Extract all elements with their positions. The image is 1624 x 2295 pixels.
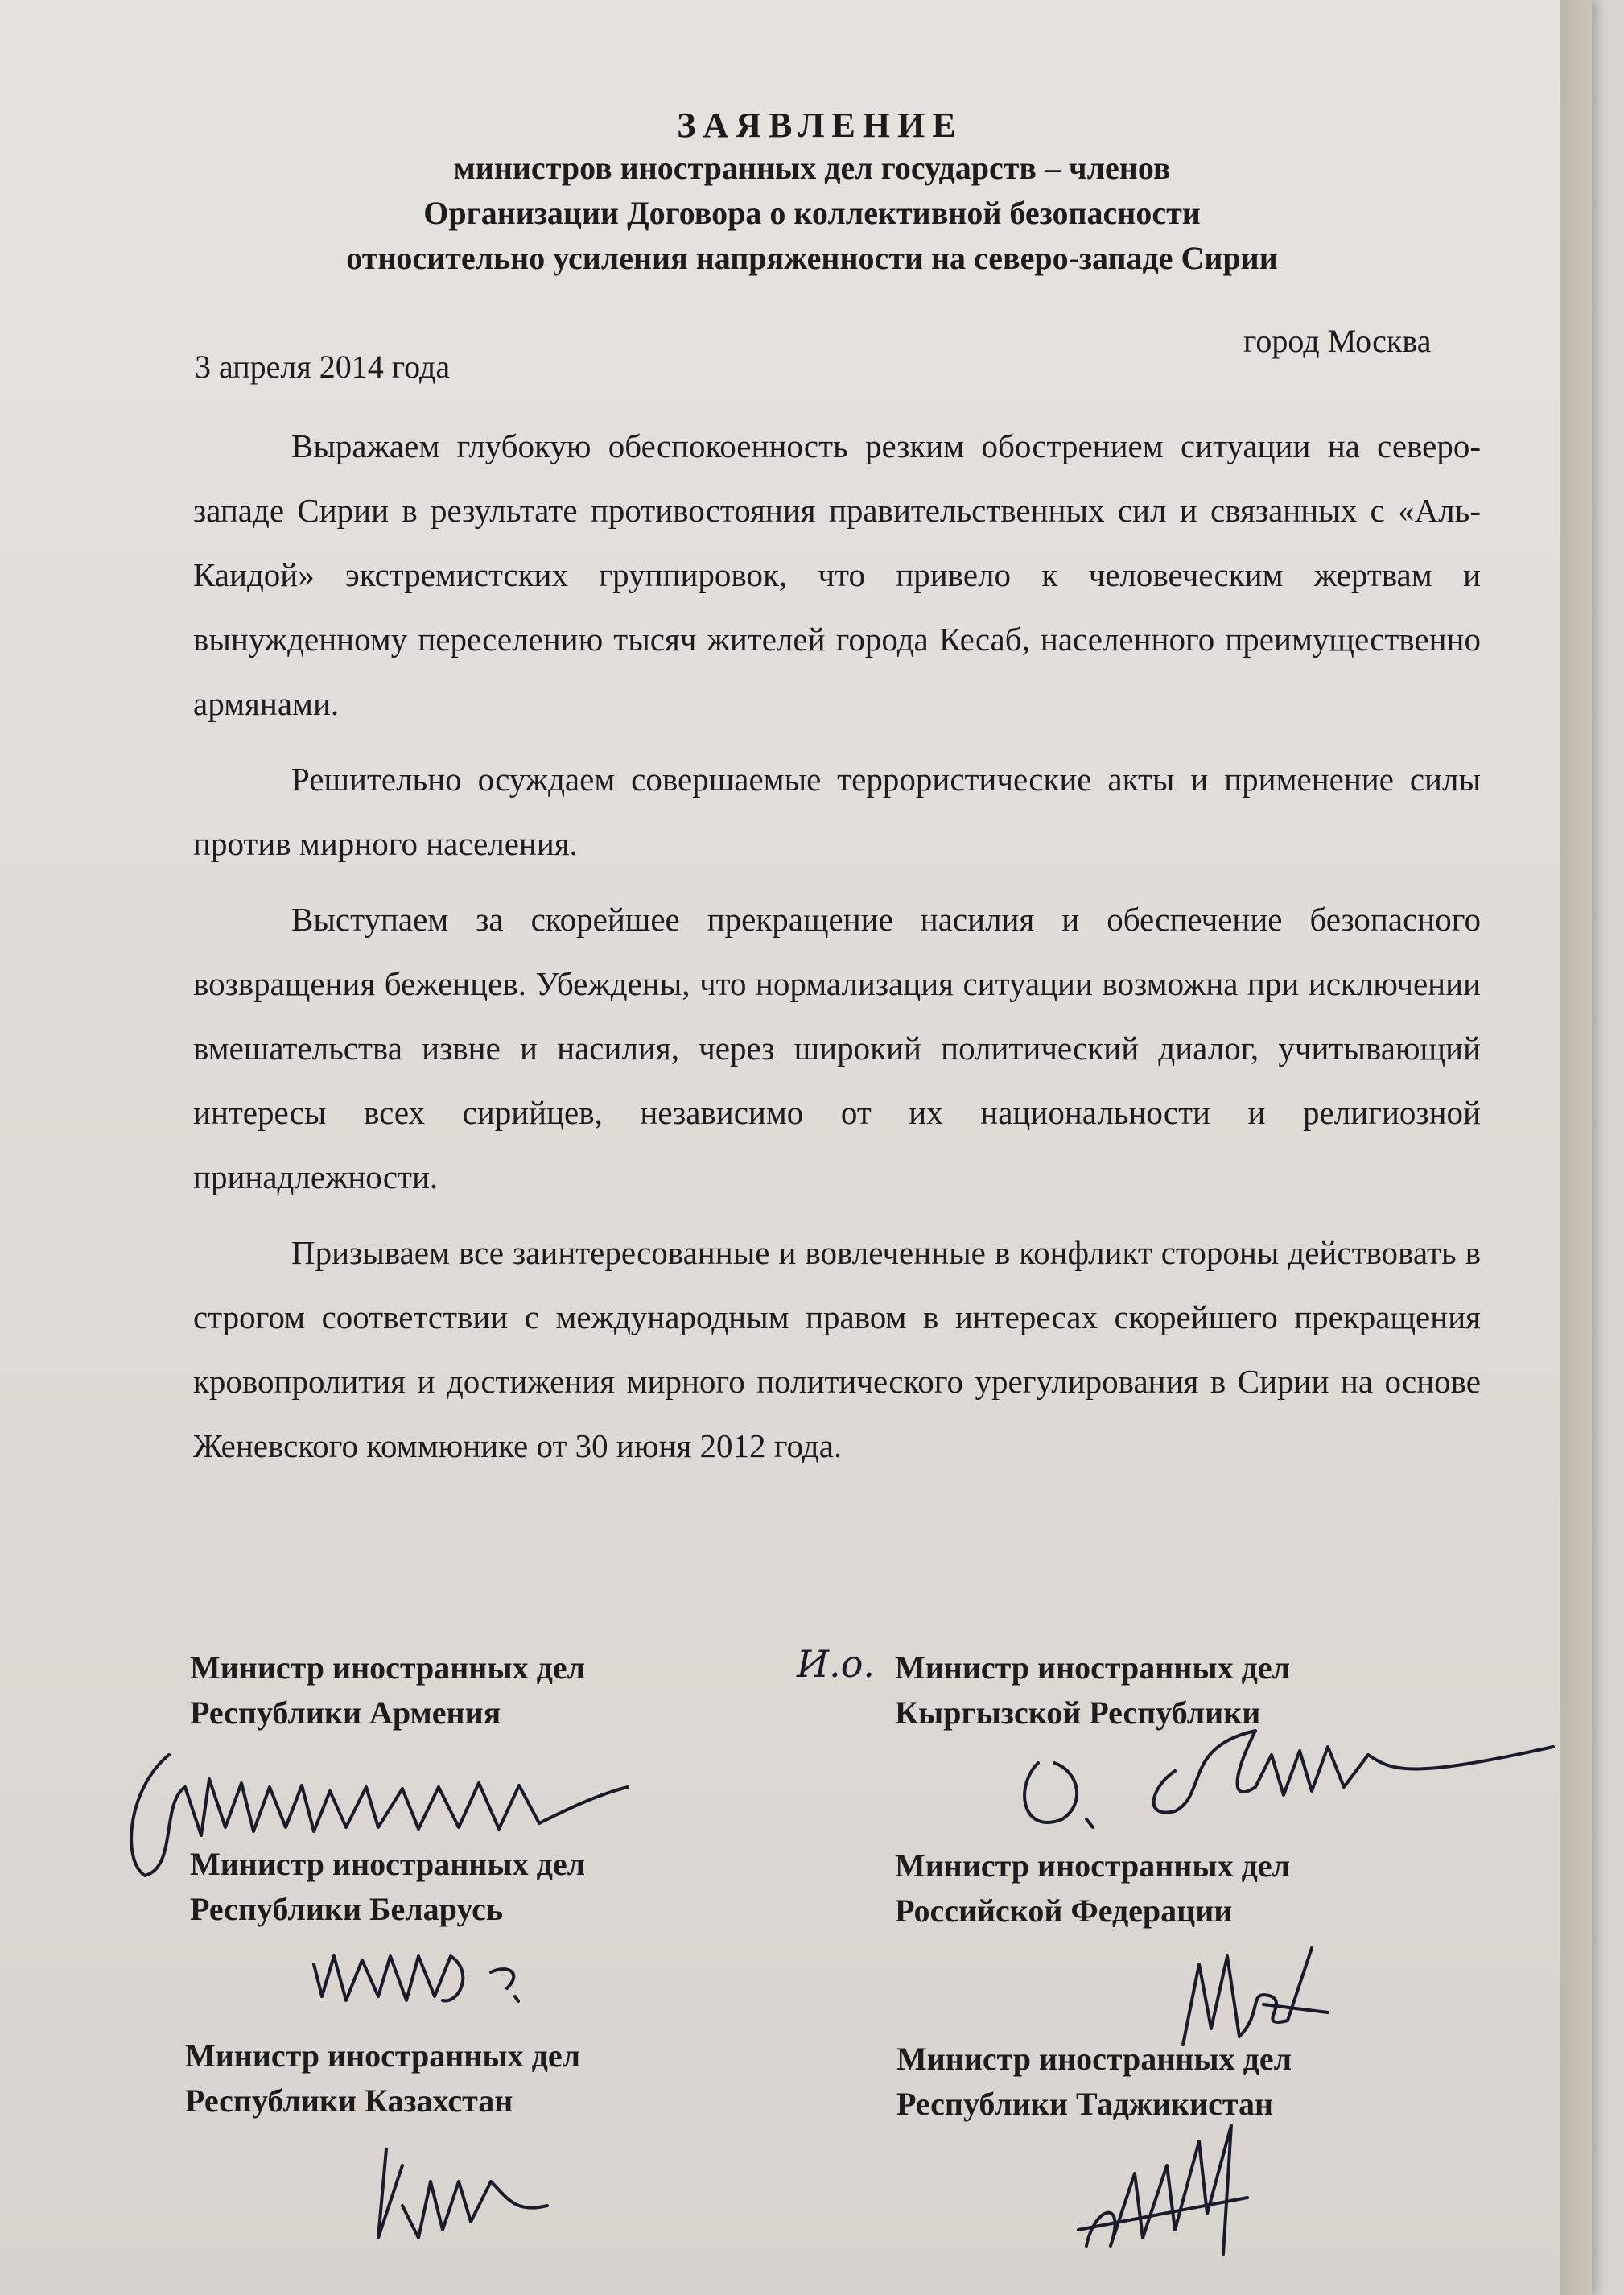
signatory-title: Министр иностранных дел: [190, 1649, 586, 1686]
signature-kyrgyzstan: [990, 1699, 1569, 1851]
signatory-title: Министр иностранных дел: [896, 2041, 1292, 2077]
document-body: [193, 414, 1481, 1489]
paper-edge: [1560, 0, 1592, 2295]
subtitle-line-2: Организации Договора о коллективной безопасности: [423, 195, 1201, 231]
signatory-russia: [895, 1843, 1474, 1934]
signatory-country: Республики Казахстан: [185, 2082, 513, 2119]
acting-note: И.о.: [797, 1642, 876, 1686]
signatory-country: Российской Федерации: [895, 1893, 1233, 1929]
signatory-country: Республики Таджикистан: [896, 2086, 1274, 2122]
paragraph-2: Решительно осуждаем совершаемые террористические акты и применение силы против мирного населения.: [193, 761, 1481, 862]
signature-belarus: [298, 1924, 563, 2012]
subtitle-line-1: министров иностранных дел государств – членов: [453, 150, 1171, 186]
paragraph-1: Выражаем глубокую обеспокоенность резким обострением ситуации на северо-западе Сирии в результате противостояния правительственных сил и связанных с «Аль-Каидой» экстремистских группировок, что привело к человеческим жертвам и вынужденному переселению тысяч жителей города Кесаб, населенного преимущественно армянами.: [193, 427, 1481, 722]
paragraph-4: Призываем все заинтересованные и вовлеченные в конфликт стороны действовать в строгом соответствии с международным правом в интересах скорейшего прекращения кровопролития и достижения мирного политического урегулирования в Сирии на основе Женевского коммюнике от 30 июня 2012 года.: [193, 1234, 1481, 1464]
document-header: [0, 105, 1624, 281]
signatory-title: Министр иностранных дел: [190, 1846, 586, 1882]
signatory-title: Министр иностранных дел: [895, 1847, 1291, 1884]
signatory-country: Республики Беларусь: [190, 1891, 504, 1927]
signatory-armenia: [190, 1645, 769, 1736]
paragraph-3: Выступаем за скорейшее прекращение насилия и обеспечение безопасного возвращения беженцев. Убеждены, что нормализация ситуации возможна при исключении вмешательства извне и насилия, через широкий политический диалог, учитывающий интересы всех сирийцев, независимо от их национальности и религиозной принадлежности.: [193, 901, 1481, 1195]
document-title: ЗАЯВЛЕНИЕ: [677, 105, 963, 145]
document-city: город Москва: [1243, 323, 1432, 359]
signature-russia: [1151, 1932, 1344, 2053]
signature-kazakhstan: [354, 2133, 563, 2254]
subtitle-line-3: относительно усиления напряженности на северо-западе Сирии: [346, 240, 1278, 276]
signature-tajikistan: [1062, 2109, 1272, 2270]
document-date: 3 апреля 2014 года: [195, 349, 451, 385]
signatory-title: Министр иностранных дел: [895, 1649, 1291, 1686]
signature-armenia: [113, 1739, 692, 1884]
signatory-title: Министр иностранных дел: [185, 2037, 581, 2074]
signatory-country: Кыргызской Республики: [895, 1694, 1261, 1731]
signatory-country: Республики Армения: [190, 1694, 501, 1731]
signatory-kazakhstan: [185, 2033, 765, 2124]
